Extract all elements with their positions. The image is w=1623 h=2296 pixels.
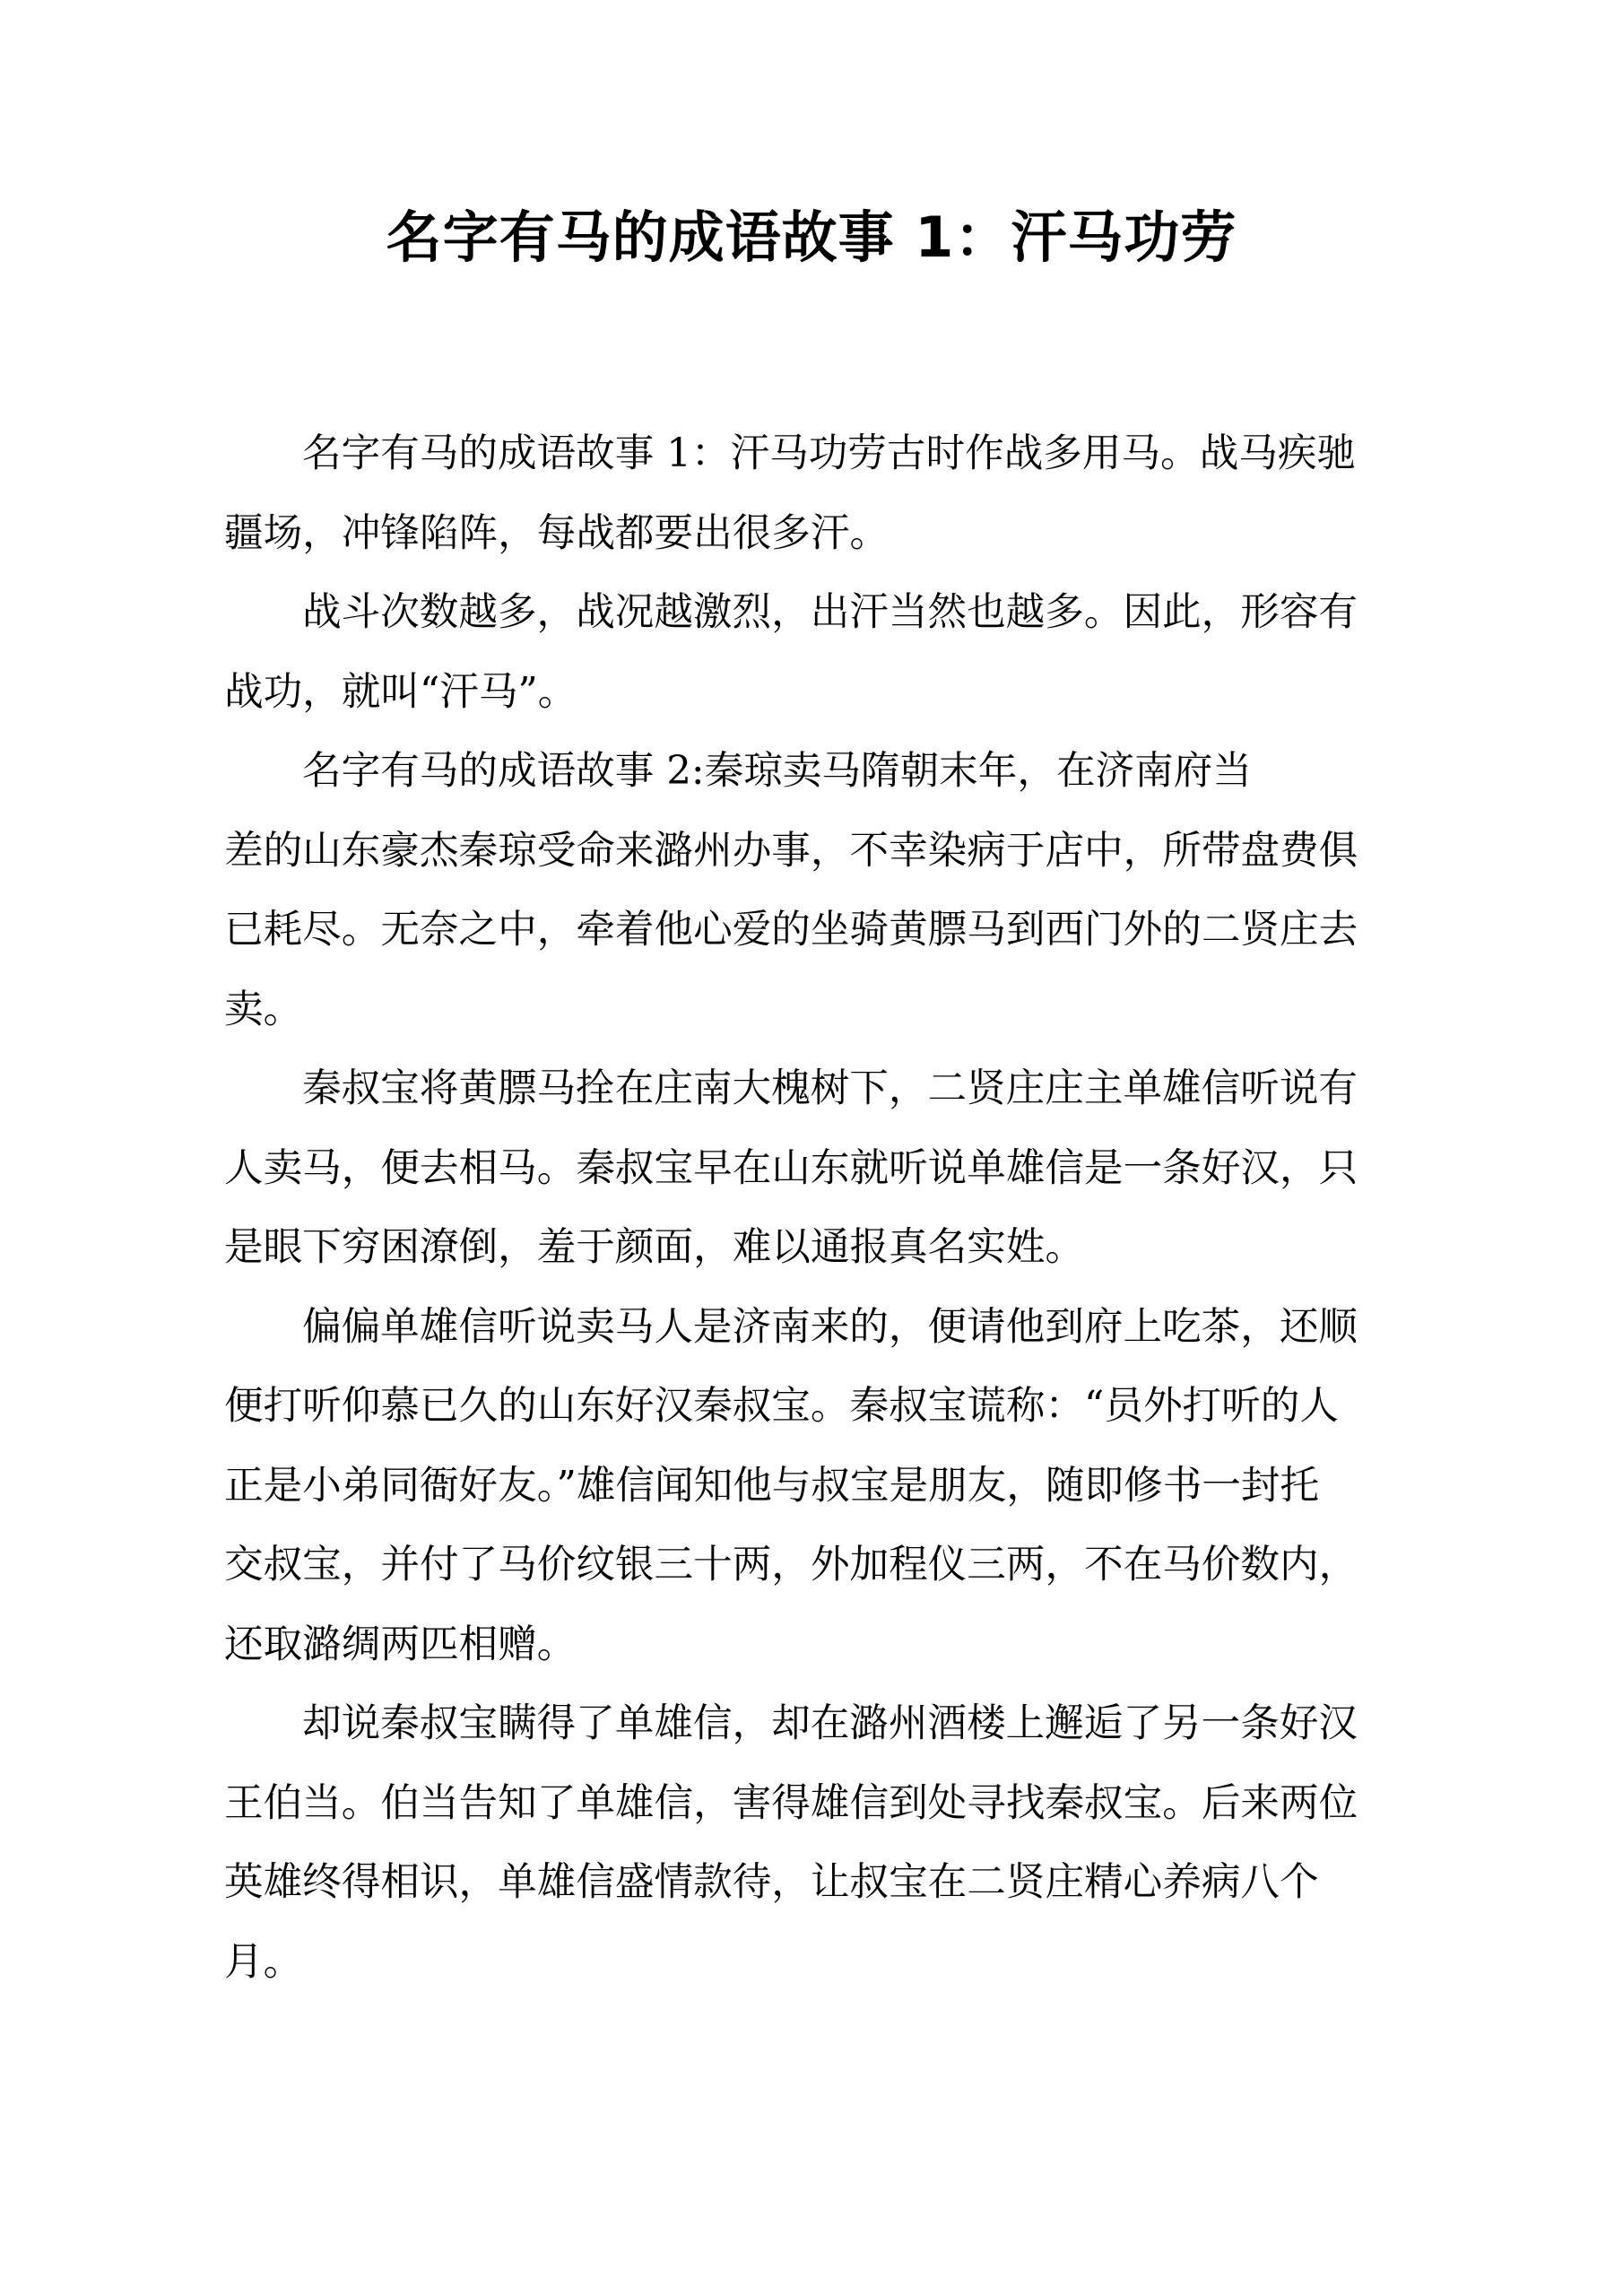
text-line: 是眼下穷困潦倒，羞于颜面，难以通报真名实姓。 [224,1225,1085,1270]
text-line: 交叔宝，并付了马价纹银三十两，外加程仪三两，不在马价数内， [224,1543,1358,1587]
text-line: 人卖马，便去相马。秦叔宝早在山东就听说单雄信是一条好汉，只 [224,1145,1358,1191]
text-line: 却说秦叔宝瞒得了单雄信，却在潞州酒楼上邂逅了另一条好汉 [302,1701,1358,1746]
paragraph-1 [224,414,1401,573]
text-line: 月。 [224,1939,303,1985]
text-line: 王伯当。伯当告知了单雄信，害得雄信到处寻找秦叔宝。后来两位 [224,1780,1358,1826]
text-line: 差的山东豪杰秦琼受命来潞州办事，不幸染病于店中，所带盘费俱 [224,828,1358,874]
paragraph-2 [224,573,1401,732]
document-title: 名字有马的成语故事 1：汗马功劳 [386,204,1237,270]
text-line: 秦叔宝将黄膘马拴在庄南大槐树下，二贤庄庄主单雄信听说有 [302,1066,1358,1111]
text-line: 英雄终得相识，单雄信盛情款待，让叔宝在二贤庄精心养病八个 [224,1860,1319,1905]
text-line: 名字有马的成语故事 2:秦琼卖马隋朝末年，在济南府当 [302,749,1252,794]
text-line: 卖。 [224,987,303,1032]
document-body [224,414,1401,2002]
text-line: 还取潞绸两匹相赠。 [224,1622,577,1667]
text-line: 疆场，冲锋陷阵，每战都要出很多汗。 [224,510,890,556]
text-line: 正是小弟同衙好友。”雄信闻知他与叔宝是朋友，随即修书一封托 [224,1463,1320,1509]
text-line: 便打听仰慕已久的山东好汉秦叔宝。秦叔宝谎称：“员外打听的人 [224,1384,1339,1429]
paragraph-5 [224,1288,1401,1685]
paragraph-4 [224,1049,1401,1288]
text-line: 偏偏单雄信听说卖马人是济南来的，便请他到府上吃茶，还顺 [302,1304,1358,1350]
text-line: 战功，就叫“汗马”。 [224,669,577,715]
text-line: 战斗次数越多，战况越激烈，出汗当然也越多。因此，形容有 [302,590,1358,635]
text-line: 名字有马的成语故事 1：汗马功劳古时作战多用马。战马疾驰 [302,431,1357,476]
paragraph-6 [224,1684,1401,2002]
paragraph-3 [224,732,1401,1049]
text-line: 已耗尽。无奈之中，牵着他心爱的坐骑黄膘马到西门外的二贤庄去 [224,908,1358,952]
